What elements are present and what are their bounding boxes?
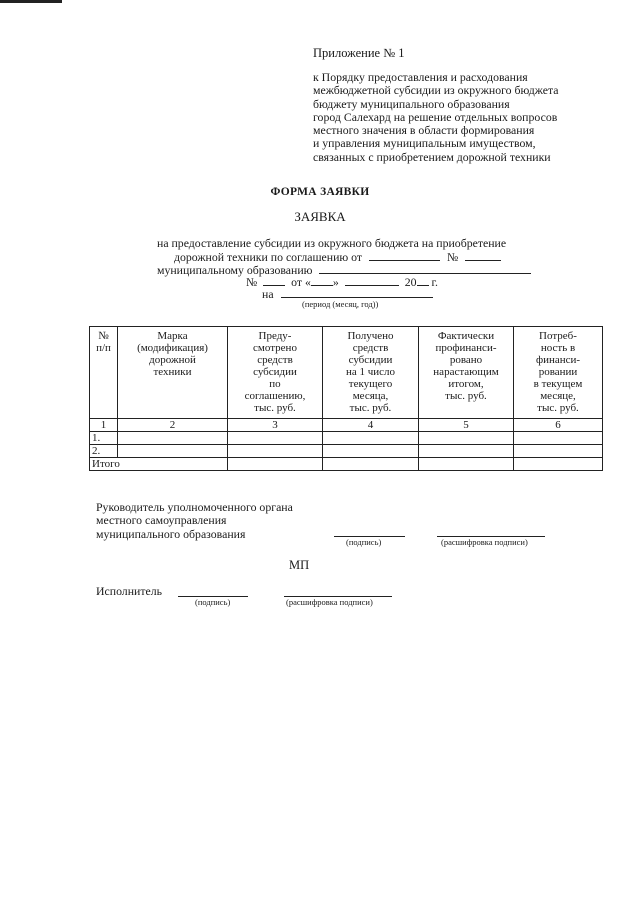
table-header-row — [90, 327, 603, 419]
table-cell[interactable] — [323, 432, 419, 445]
table-row — [90, 432, 603, 445]
doc-date-quote: » — [332, 275, 339, 289]
table-cell[interactable] — [228, 458, 323, 471]
table-row — [90, 445, 603, 458]
order-reference-line: бюджету муниципального образования — [313, 96, 510, 111]
doc-month-field[interactable] — [345, 275, 399, 286]
table-cell[interactable] — [228, 432, 323, 445]
row-number: 1. — [90, 432, 118, 445]
doc-year-label: 20 — [404, 275, 417, 289]
top-edge-rule — [0, 0, 62, 3]
col-header-received: Получено средств субсидии на 1 число текущего месяца, тыс. руб. — [323, 327, 419, 419]
request-line-1: на предоставление субсидии из окружного бюджета на приобретение — [157, 236, 507, 250]
table-cell[interactable] — [323, 445, 419, 458]
table-cell[interactable] — [419, 445, 514, 458]
table-cell[interactable] — [118, 445, 228, 458]
executor-signature-hint: (подпись) — [195, 597, 231, 607]
row-number: 2. — [90, 445, 118, 458]
period-label: на — [262, 287, 274, 301]
column-number: 3 — [228, 419, 323, 432]
column-number: 2 — [118, 419, 228, 432]
executor-decryption-hint: (расшифровка подписи) — [286, 597, 373, 607]
col-header-planned: Преду- смотрено средств субсидии по соглашению, тыс. руб. — [228, 327, 323, 419]
signer-title-line: местного самоуправления — [96, 513, 227, 528]
doc-number-field[interactable] — [263, 275, 285, 286]
order-reference-line: к Порядку предоставления и расходования — [313, 70, 528, 84]
appendix-label: Приложение № 1 — [313, 46, 405, 60]
column-number: 1 — [90, 419, 118, 432]
col-header-need: Потреб- ность в финанси- ровании в текущем месяце, тыс. руб. — [514, 327, 603, 419]
col-header-number: № п/п — [90, 327, 118, 419]
total-row — [90, 458, 603, 471]
doc-year-field[interactable] — [417, 275, 429, 286]
agreement-label: дорожной техники по соглашению от — [174, 250, 363, 264]
application-table — [89, 326, 603, 471]
order-reference-line: и управления муниципальным имуществом, — [313, 136, 536, 151]
head-signature-hint: (подпись) — [346, 537, 382, 547]
doc-number-label: № — [246, 275, 258, 289]
order-reference-line: город Салехард на решение отдельных вопросов — [313, 109, 558, 124]
municipality-label: муниципальному образованию — [157, 263, 313, 277]
total-label: Итого — [90, 458, 228, 471]
doc-year-suffix: г. — [431, 275, 438, 289]
doc-day-field[interactable] — [311, 275, 333, 286]
request-title: ЗАЯВКА — [294, 209, 346, 224]
col-header-brand: Марка (модификация) дорожной техники — [118, 327, 228, 419]
order-reference-line: связанных с приобретением дорожной техники — [313, 149, 551, 164]
table-cell[interactable] — [419, 432, 514, 445]
table-cell[interactable] — [118, 432, 228, 445]
executor-label: Исполнитель — [96, 584, 162, 598]
doc-date-from-label: от « — [291, 275, 311, 289]
municipality-field[interactable] — [319, 263, 531, 274]
table-cell[interactable] — [419, 458, 514, 471]
table-cell[interactable] — [514, 458, 603, 471]
order-reference-line: межбюджетной субсидии из окружного бюджета — [313, 83, 559, 98]
agreement-number-label: № — [446, 250, 459, 264]
period-hint: (период (месяц, год)) — [302, 299, 379, 309]
table-cell[interactable] — [514, 432, 603, 445]
col-header-financed: Фактически профинанси- ровано нарастающим итогом, тыс. руб. — [419, 327, 514, 419]
table-cell[interactable] — [228, 445, 323, 458]
signer-title-line: Руководитель уполномоченного органа — [96, 500, 293, 514]
agreement-number-field[interactable] — [465, 250, 501, 261]
order-reference — [313, 71, 559, 164]
column-number: 5 — [419, 419, 514, 432]
table-cell[interactable] — [514, 445, 603, 458]
column-number: 4 — [323, 419, 419, 432]
head-decryption-hint: (расшифровка подписи) — [441, 537, 528, 547]
column-number-row — [90, 419, 603, 432]
period-field[interactable] — [281, 287, 433, 298]
stamp-placeholder: МП — [289, 558, 310, 572]
signer-title-line: муниципального образования — [96, 526, 246, 541]
head-signer-title — [96, 501, 293, 541]
order-reference-line: местного значения в области формирования — [313, 123, 535, 138]
table-cell[interactable] — [323, 458, 419, 471]
column-number: 6 — [514, 419, 603, 432]
form-title: ФОРМА ЗАЯВКИ — [270, 186, 370, 198]
agreement-date-field[interactable] — [369, 250, 440, 261]
